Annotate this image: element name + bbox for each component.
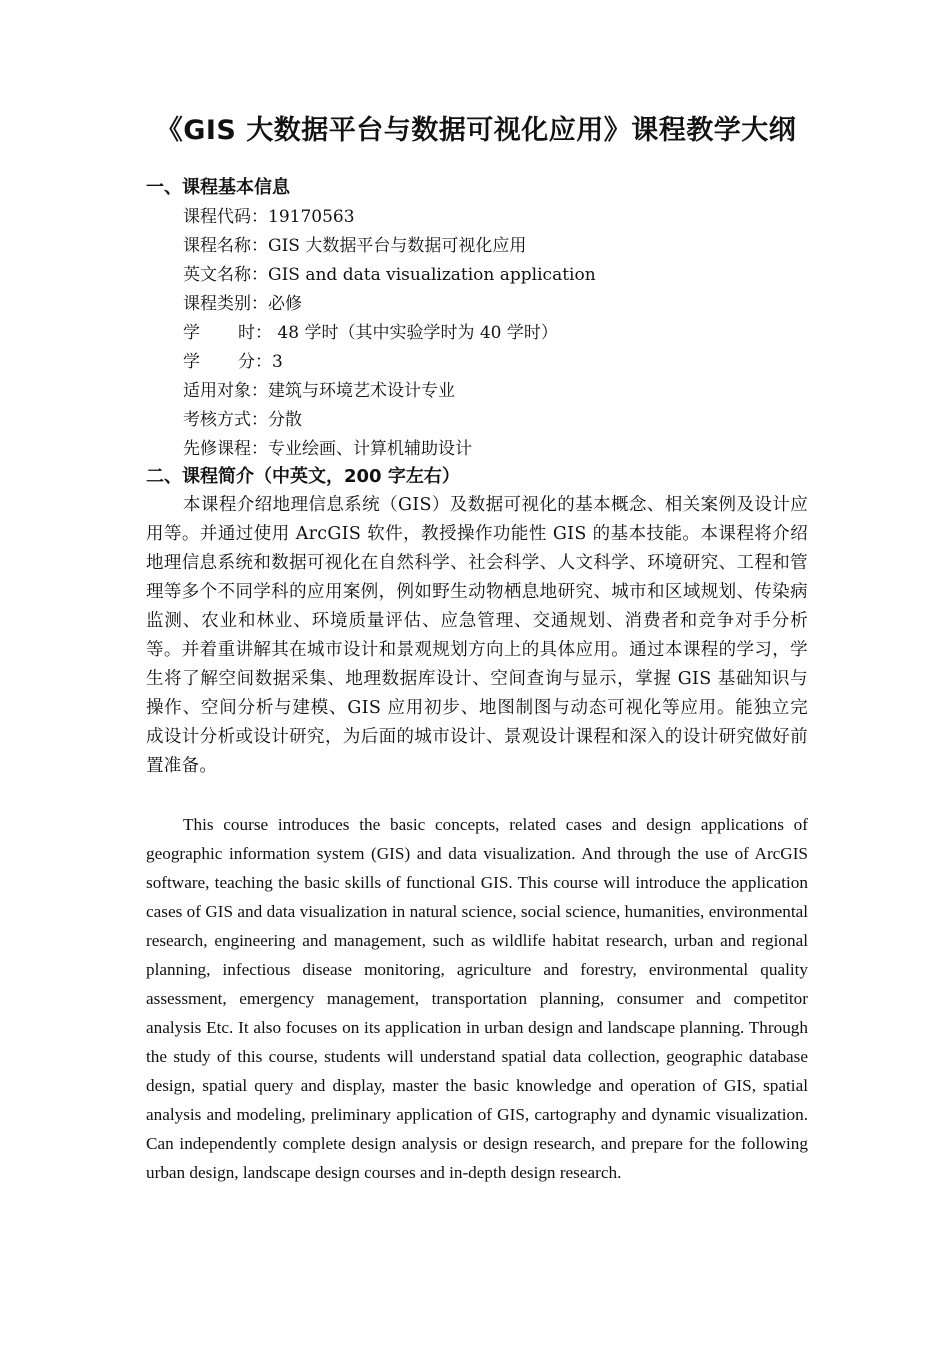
class-hours-label: 学时	[183, 323, 255, 343]
course-name-row	[183, 232, 596, 261]
assessment-method-value: 分散	[268, 410, 302, 430]
course-category-label: 课程类别：	[183, 294, 268, 314]
assessment-method-label: 考核方式：	[183, 410, 268, 430]
course-code-row	[183, 203, 596, 232]
prerequisites-value: 专业绘画、计算机辅助设计	[268, 439, 472, 459]
course-info-list	[183, 203, 596, 464]
prerequisites-label: 先修课程：	[183, 439, 268, 459]
course-code-label: 课程代码：	[183, 207, 268, 227]
class-hours-value: 48 学时（其中实验学时为 40 学时）	[277, 323, 558, 343]
credits-label: 学分	[183, 352, 255, 372]
course-category-value: 必修	[268, 294, 302, 314]
document-title: 《GIS 大数据平台与数据可视化应用》课程教学大纲	[155, 115, 797, 146]
section-heading-basic-info: 一、课程基本信息	[146, 177, 290, 198]
section-heading-course-intro: 二、课程简介（中英文，200 字左右）	[146, 466, 460, 487]
class-hours-colon: ：	[255, 323, 278, 343]
target-students-row	[183, 377, 596, 406]
target-students-value: 建筑与环境艺术设计专业	[268, 381, 455, 401]
prerequisites-row	[183, 435, 596, 464]
course-category-row	[183, 290, 596, 319]
course-intro-english: This course introduces the basic concepts, related cases and design applications of geographic information system (GIS) and data visualization. And through the use of ArcGIS software, teaching the basic skills of functional GIS. This course will introduce the application cases of GIS and data visualization in natural science, social science, humanities, environmental research, engineering and management, such as wildlife habitat research, urban and regional planning, infectious disease monitoring, agriculture and forestry, environmental quality assessment, emergency management, transportation planning, consumer and competitor analysis Etc. It also focuses on its application in urban design and landscape planning. Through the study of this course, students will understand spatial data collection, geographic database design, spatial query and display, master the basic knowledge and operation of GIS, spatial analysis and modeling, preliminary application of GIS, cartography and dynamic visualization. Can independently complete design analysis or design research, and prepare for the following urban design, landscape design courses and in-depth design research.	[146, 815, 808, 1182]
course-code-value: 19170563	[268, 207, 355, 227]
english-name-label: 英文名称：	[183, 265, 268, 285]
target-students-label: 适用对象：	[183, 381, 268, 401]
course-name-label: 课程名称：	[183, 236, 268, 256]
english-name-row	[183, 261, 596, 290]
credits-row	[183, 348, 596, 377]
course-name-value: GIS 大数据平台与数据可视化应用	[268, 236, 527, 256]
course-intro-chinese: 本课程介绍地理信息系统（GIS）及数据可视化的基本概念、相关案例及设计应用等。并通过使用 ArcGIS 软件，教授操作功能性 GIS 的基本技能。本课程将介绍地理信息系统和数据可视化在自然科学、社会科学、人文科学、环境研究、工程和管理等多个不同学科的应用案例，例如野生动物栖息地研究、城市和区域规划、传染病监测、农业和林业、环境质量评估、应急管理、交通规划、消费者和竞争对手分析等。并着重讲解其在城市设计和景观规划方向上的具体应用。通过本课程的学习，学生将了解空间数据采集、地理数据库设计、空间查询与显示，掌握 GIS 基础知识与操作、空间分析与建模、GIS 应用初步、地图制图与动态可视化等应用。能独立完成设计分析或设计研究，为后面的城市设计、景观设计课程和深入的设计研究做好前置准备。	[146, 495, 808, 776]
english-name-value: GIS and data visualization application	[268, 265, 596, 285]
credits-colon: ：	[255, 352, 272, 372]
assessment-method-row	[183, 406, 596, 435]
class-hours-row	[183, 319, 596, 348]
credits-value: 3	[272, 352, 283, 372]
